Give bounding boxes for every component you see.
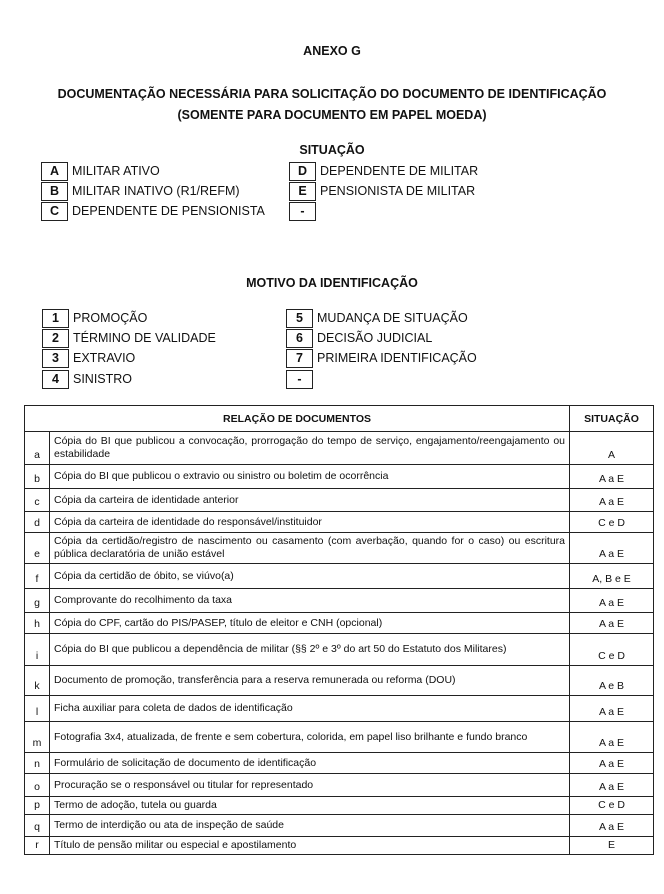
row-situation: C e D xyxy=(570,797,654,815)
reason-label: MUDANÇA DE SITUAÇÃO xyxy=(317,311,468,325)
table-row xyxy=(25,797,654,815)
row-situation: A a E xyxy=(570,533,654,564)
situation-code: - xyxy=(289,202,316,221)
table-row xyxy=(25,634,654,666)
table-row xyxy=(25,696,654,722)
table-row xyxy=(25,512,654,533)
row-situation: A a E xyxy=(570,489,654,512)
reason-label: TÉRMINO DE VALIDADE xyxy=(73,331,216,345)
table-header-row xyxy=(25,406,654,432)
reason-code: 5 xyxy=(286,309,313,328)
row-situation: E xyxy=(570,837,654,855)
row-situation: C e D xyxy=(570,512,654,533)
reason-key-4 xyxy=(42,369,132,389)
row-letter: d xyxy=(25,512,50,533)
row-situation: A a E xyxy=(570,722,654,753)
table-row xyxy=(25,837,654,855)
reason-label: DECISÃO JUDICIAL xyxy=(317,331,433,345)
table-row xyxy=(25,753,654,774)
reason-key-empty xyxy=(286,369,317,389)
table-row xyxy=(25,666,654,696)
table-row xyxy=(25,564,654,589)
reason-key-7 xyxy=(286,348,477,368)
reason-code: 2 xyxy=(42,329,69,348)
row-situation: A a E xyxy=(570,815,654,837)
row-description: Cópia do BI que publicou a convocação, prorrogação do tempo de serviço, engajamento/reengajamento ou estabilidade xyxy=(50,432,570,465)
row-letter: m xyxy=(25,722,50,753)
reason-key-2 xyxy=(42,328,216,348)
row-letter: a xyxy=(25,432,50,465)
table-row xyxy=(25,465,654,489)
row-description: Cópia da certidão de óbito, se viúvo(a) xyxy=(50,564,570,589)
row-letter: b xyxy=(25,465,50,489)
situation-title: SITUAÇÃO xyxy=(299,143,365,157)
row-letter: g xyxy=(25,589,50,613)
situation-key-empty xyxy=(289,201,320,221)
reason-code: - xyxy=(286,370,313,389)
row-letter: h xyxy=(25,613,50,634)
table-row xyxy=(25,432,654,465)
row-letter: l xyxy=(25,696,50,722)
row-description: Cópia da carteira de identidade do responsável/instituidor xyxy=(50,512,570,533)
row-letter: e xyxy=(25,533,50,564)
reason-key-1 xyxy=(42,308,147,328)
reason-code: 7 xyxy=(286,349,313,368)
row-description: Título de pensão militar ou especial e apostilamento xyxy=(50,837,570,855)
row-letter: f xyxy=(25,564,50,589)
reason-code: 1 xyxy=(42,309,69,328)
row-description: Procuração se o responsável ou titular for representado xyxy=(50,774,570,797)
row-description: Termo de interdição ou ata de inspeção de saúde xyxy=(50,815,570,837)
document-subtitle: (SOMENTE PARA DOCUMENTO EM PAPEL MOEDA) xyxy=(177,108,487,122)
situation-label: MILITAR ATIVO xyxy=(72,164,160,178)
row-situation: A xyxy=(570,432,654,465)
table-row xyxy=(25,533,654,564)
row-description: Cópia do BI que publicou a dependência de militar (§§ 2º e 3º do art 50 do Estatuto dos Militares) xyxy=(50,634,570,666)
row-situation: A a E xyxy=(570,589,654,613)
row-situation: A, B e E xyxy=(570,564,654,589)
reason-label: SINISTRO xyxy=(73,372,133,386)
situation-header: SITUAÇÃO xyxy=(570,406,654,432)
reason-label: EXTRAVIO xyxy=(73,351,136,365)
reason-code: 6 xyxy=(286,329,313,348)
situation-key-d xyxy=(289,161,478,181)
situation-code: E xyxy=(289,182,316,201)
row-letter: i xyxy=(25,634,50,666)
table-row xyxy=(25,613,654,634)
situation-code: A xyxy=(41,162,68,181)
reason-label: PRIMEIRA IDENTIFICAÇÃO xyxy=(317,351,477,365)
row-letter: q xyxy=(25,815,50,837)
row-situation: A a E xyxy=(570,465,654,489)
row-letter: n xyxy=(25,753,50,774)
row-description: Cópia do CPF, cartão do PIS/PASEP, título de eleitor e CNH (opcional) xyxy=(50,613,570,634)
row-situation: A a E xyxy=(570,753,654,774)
reason-code: 3 xyxy=(42,349,69,368)
row-letter: c xyxy=(25,489,50,512)
situation-label: DEPENDENTE DE MILITAR xyxy=(320,164,479,178)
situation-label: PENSIONISTA DE MILITAR xyxy=(320,184,476,198)
situation-key-e xyxy=(289,181,475,201)
table-row xyxy=(25,815,654,837)
row-letter: r xyxy=(25,837,50,855)
documents-header: RELAÇÃO DE DOCUMENTOS xyxy=(25,406,570,432)
row-situation: A a E xyxy=(570,696,654,722)
row-description: Cópia da certidão/registro de nascimento ou casamento (com averbação, quando for o caso) ou escritura pública declaratória de união estável xyxy=(50,533,570,564)
row-description: Fotografia 3x4, atualizada, de frente e sem cobertura, colorida, em papel liso brilhante e fundo branco xyxy=(50,722,570,753)
row-description: Comprovante do recolhimento da taxa xyxy=(50,589,570,613)
document-title: DOCUMENTAÇÃO NECESSÁRIA PARA SOLICITAÇÃO DO DOCUMENTO DE IDENTIFICAÇÃO xyxy=(57,87,607,101)
table-row xyxy=(25,722,654,753)
situation-key-a xyxy=(41,161,160,181)
row-letter: k xyxy=(25,666,50,696)
row-letter: o xyxy=(25,774,50,797)
situation-key-c xyxy=(41,201,265,221)
row-description: Cópia do BI que publicou o extravio ou sinistro ou boletim de ocorrência xyxy=(50,465,570,489)
situation-code: C xyxy=(41,202,68,221)
situation-label: DEPENDENTE DE PENSIONISTA xyxy=(72,204,265,218)
reason-label: PROMOÇÃO xyxy=(73,311,148,325)
table-row xyxy=(25,489,654,512)
situation-code: B xyxy=(41,182,68,201)
reason-key-6 xyxy=(286,328,432,348)
reason-title: MOTIVO DA IDENTIFICAÇÃO xyxy=(246,276,418,290)
row-situation: C e D xyxy=(570,634,654,666)
reason-key-5 xyxy=(286,308,468,328)
table-row xyxy=(25,589,654,613)
row-description: Cópia da carteira de identidade anterior xyxy=(50,489,570,512)
row-description: Formulário de solicitação de documento de identificação xyxy=(50,753,570,774)
row-letter: p xyxy=(25,797,50,815)
reason-code: 4 xyxy=(42,370,69,389)
situation-label: MILITAR INATIVO (R1/REFM) xyxy=(72,184,240,198)
row-description: Documento de promoção, transferência para a reserva remunerada ou reforma (DOU) xyxy=(50,666,570,696)
annex-title: ANEXO G xyxy=(303,44,361,58)
situation-key-b xyxy=(41,181,240,201)
row-description: Ficha auxiliar para coleta de dados de identificação xyxy=(50,696,570,722)
table-row xyxy=(25,774,654,797)
reason-key-3 xyxy=(42,348,135,368)
row-situation: A a E xyxy=(570,774,654,797)
situation-code: D xyxy=(289,162,316,181)
row-description: Termo de adoção, tutela ou guarda xyxy=(50,797,570,815)
documents-table xyxy=(24,405,654,855)
row-situation: A e B xyxy=(570,666,654,696)
row-situation: A a E xyxy=(570,613,654,634)
